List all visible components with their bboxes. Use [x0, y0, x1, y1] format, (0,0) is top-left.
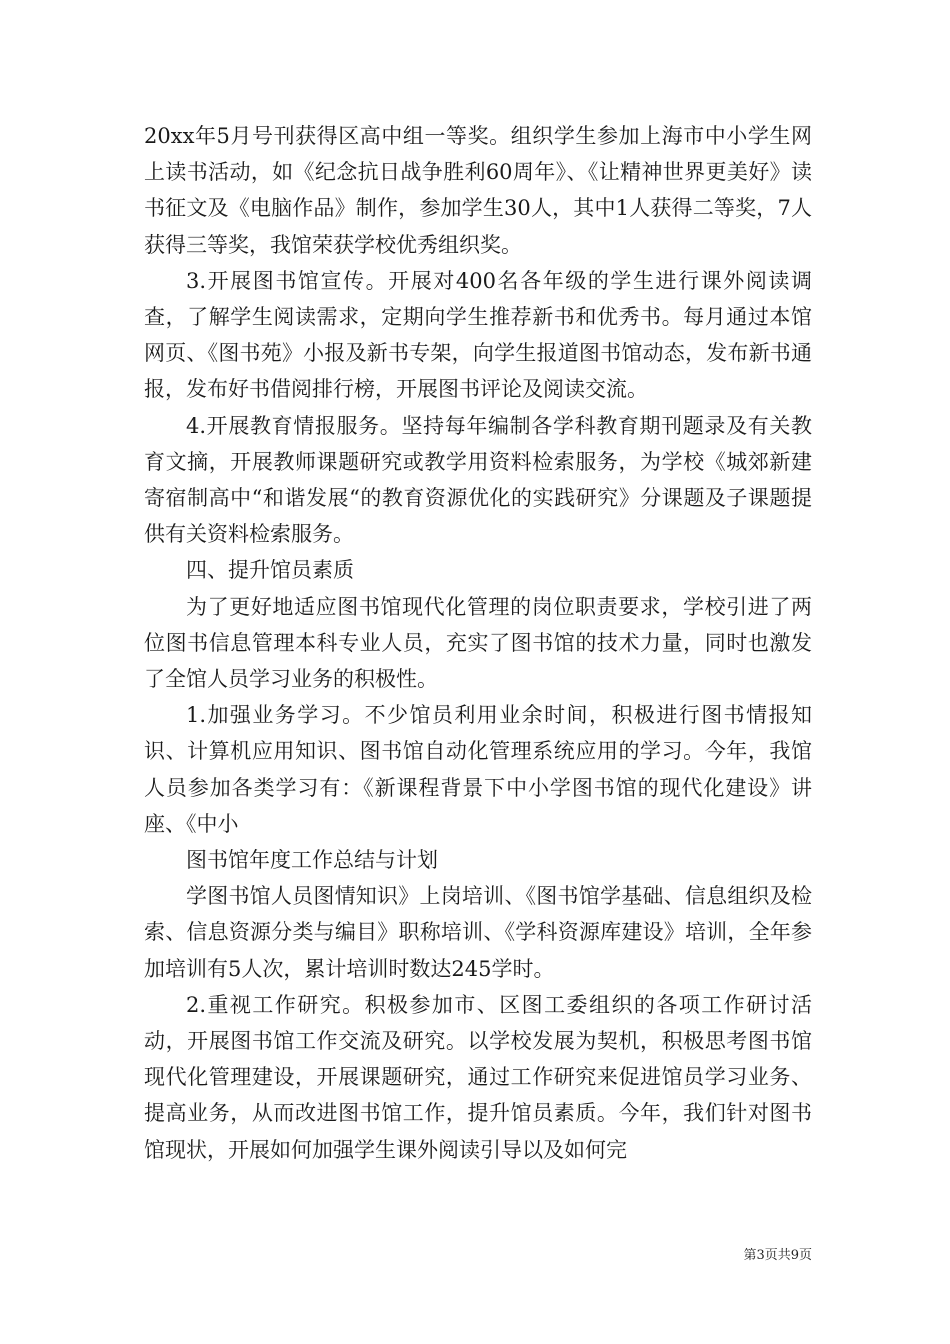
section-heading-staff-quality: 四、提升馆员素质 [186, 558, 354, 583]
paragraph-training: 学图书馆人员图情知识》上岗培训、《图书馆学基础、信息组织及检索、信息资源分类与编目》职称培训、《学科资源库建设》培训，全年参加培训有5人次，累计培训时数达245学时。 [144, 884, 812, 981]
paragraph-education-info-service: 4.开展教育情报服务。坚持每年编制各学科教育期刊题录及有关教育文摘，开展教师课题研究或教学用资料检索服务，为学校《城郊新建寄宿制高中“和谐发展“的教育资源优化的实践研究》分课题及子课题提供有关资料检索服务。 [144, 413, 812, 547]
paragraph-work-research: 2.重视工作研究。积极参加市、区图工委组织的各项工作研讨活动，开展图书馆工作交流及研究。以学校发展为契机，积极思考图书馆现代化管理建设，开展课题研究，通过工作研究来促进馆员学习业务、提高业务，从而改进图书馆工作，提升馆员素质。今年，我们针对图书馆现状，开展如何加强学生课外阅读引导以及如何完 [144, 992, 812, 1162]
paragraph-continuation: 20xx年5月号刊获得区高中组一等奖。组织学生参加上海市中小学生网上读书活动，如《纪念抗日战争胜利60周年》、《让精神世界更美好》读书征文及《电脑作品》制作，参加学生30人，其中1人获得二等奖，7人获得三等奖，我馆荣获学校优秀组织奖。 [144, 124, 812, 257]
paragraph-library-publicity: 3.开展图书馆宣传。开展对400名各年级的学生进行课外阅读调查，了解学生阅读需求，定期向学生推荐新书和优秀书。每月通过本馆网页、《图书苑》小报及新书专架，向学生报道图书馆动态，发布新书通报，发布好书借阅排行榜，开展图书评论及阅读交流。 [144, 268, 812, 402]
document-title-line: 图书馆年度工作总结与计划 [186, 848, 438, 873]
page-number-footer: 第3页共9页 [743, 1248, 812, 1263]
paragraph-business-learning: 1.加强业务学习。不少馆员利用业余时间，积极进行图书情报知识、计算机应用知识、图书馆自动化管理系统应用的学习。今年，我馆人员参加各类学习有：《新课程背景下中小学图书馆的现代化建设》讲座、《中小 [144, 703, 812, 836]
document-body [144, 118, 812, 1168]
paragraph-staff-intro: 为了更好地适应图书馆现代化管理的岗位职责要求，学校引进了两位图书信息管理本科专业人员，充实了图书馆的技术力量，同时也激发了全馆人员学习业务的积极性。 [144, 594, 812, 692]
